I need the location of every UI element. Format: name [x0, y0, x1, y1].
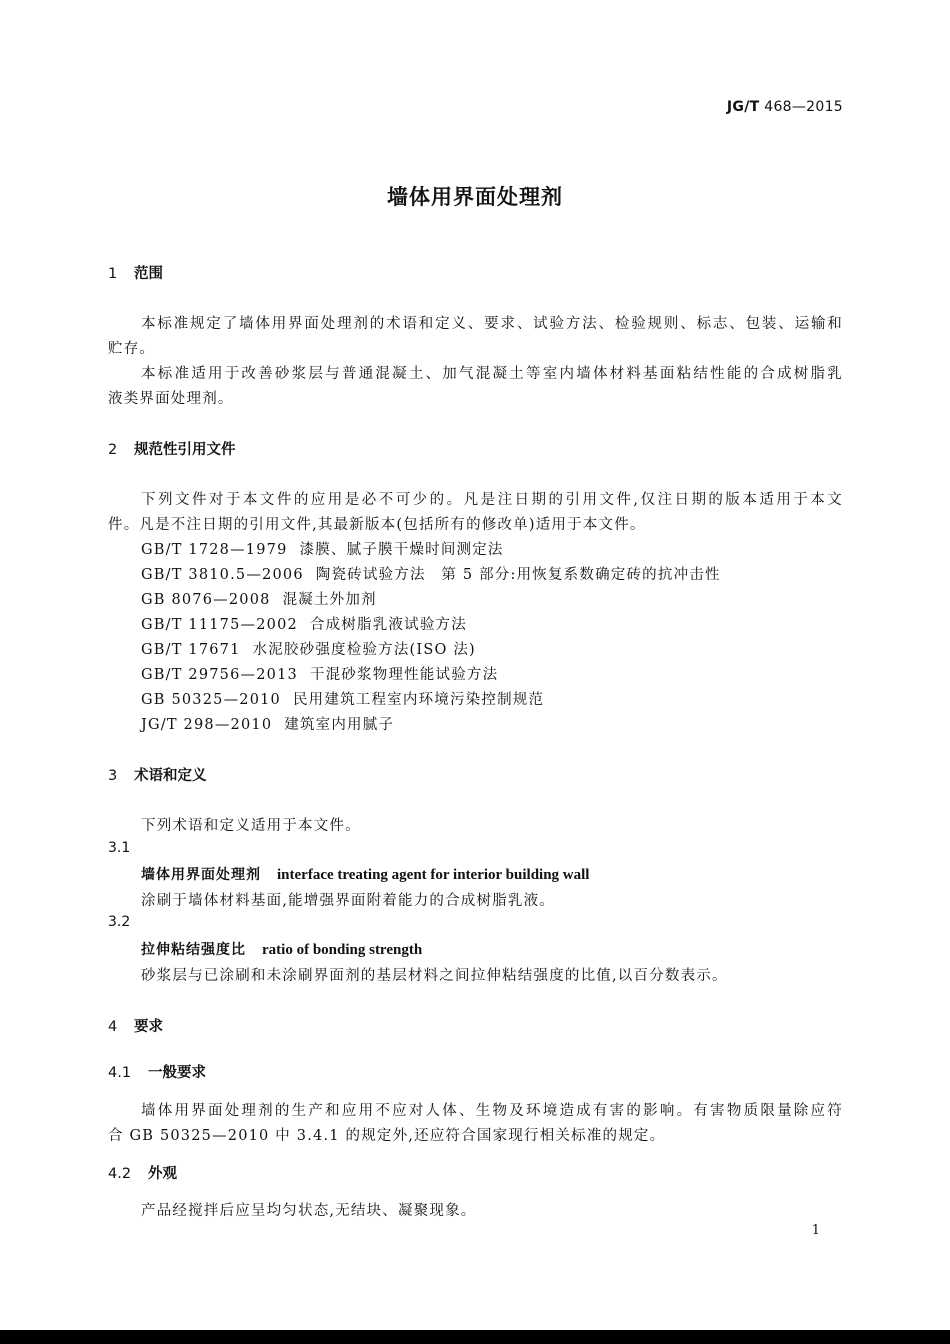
paragraph: 本标准规定了墙体用界面处理剂的术语和定义、要求、试验方法、检验规则、标志、包装、运输和	[141, 316, 843, 332]
doc-prefix: JG/T	[726, 99, 760, 115]
clause-number: 3.1	[108, 840, 131, 856]
section-title: 术语和定义	[134, 768, 207, 784]
reference-code: GB 50325—2010	[141, 692, 281, 708]
reference-code: GB/T 11175—2002	[141, 617, 298, 633]
section-title: 规范性引用文件	[134, 442, 236, 458]
paragraph: 合 GB 50325—2010 中 3.4.1 的规定外,还应符合国家现行相关标准的规定。	[108, 1128, 666, 1144]
section-1-heading	[108, 262, 163, 283]
paragraph: 本标准适用于改善砂浆层与普通混凝土、加气混凝土等室内墙体材料基面粘结性能的合成树脂乳	[141, 366, 843, 382]
section-3-heading	[108, 764, 207, 785]
term-entry	[141, 939, 422, 959]
term-chinese: 墙体用界面处理剂	[141, 867, 261, 883]
reference-title: 干混砂浆物理性能试验方法	[309, 667, 499, 683]
subsection-4-1-heading	[108, 1061, 206, 1082]
doc-number: 468—2015	[764, 99, 843, 115]
reference-title: 陶瓷砖试验方法 第 5 部分:用恢复系数确定砖的抗冲击性	[315, 567, 721, 583]
section-title: 范围	[134, 266, 163, 282]
page-number: 1	[811, 1223, 820, 1238]
clause-number: 3.2	[108, 914, 131, 930]
reference-title: 水泥胶砂强度检验方法(ISO 法)	[252, 642, 476, 658]
reference-code: JG/T 298—2010	[141, 717, 273, 733]
bottom-edge-bar	[0, 1330, 950, 1344]
reference-code: GB/T 3810.5—2006	[141, 567, 304, 583]
section-2-heading	[108, 438, 236, 459]
reference-item	[141, 613, 467, 634]
reference-item	[141, 638, 476, 659]
section-title: 要求	[134, 1019, 163, 1035]
reference-title: 建筑室内用腻子	[284, 717, 395, 733]
section-number: 4	[108, 1019, 118, 1035]
section-number: 1	[108, 266, 118, 282]
subsection-4-2-heading	[108, 1162, 177, 1183]
paragraph: 液类界面处理剂。	[108, 391, 234, 407]
reference-item	[141, 663, 498, 684]
paragraph: 下列术语和定义适用于本文件。	[141, 818, 361, 834]
reference-item	[141, 588, 377, 609]
section-4-heading	[108, 1015, 163, 1036]
section-number: 2	[108, 442, 118, 458]
reference-item	[141, 538, 504, 559]
subsection-number: 4.1	[108, 1065, 132, 1081]
reference-code: GB/T 17671	[141, 642, 241, 658]
subsection-number: 4.2	[108, 1166, 132, 1182]
paragraph: 贮存。	[108, 341, 156, 357]
reference-item	[141, 563, 721, 584]
document-title: 墙体用界面处理剂	[387, 185, 563, 209]
section-number: 3	[108, 768, 118, 784]
paragraph: 件。凡是不注日期的引用文件,其最新版本(包括所有的修改单)适用于本文件。	[108, 517, 646, 533]
reference-title: 混凝土外加剂	[282, 592, 377, 608]
term-definition: 涂刷于墙体材料基面,能增强界面附着能力的合成树脂乳液。	[141, 893, 556, 909]
subsection-title: 一般要求	[148, 1065, 206, 1081]
paragraph: 下列文件对于本文件的应用是必不可少的。凡是注日期的引用文件,仅注日期的版本适用于本文	[141, 492, 843, 508]
paragraph: 产品经搅拌后应呈均匀状态,无结块、凝聚现象。	[141, 1203, 477, 1219]
term-entry	[141, 864, 589, 884]
reference-code: GB/T 29756—2013	[141, 667, 298, 683]
reference-title: 民用建筑工程室内环境污染控制规范	[292, 692, 545, 708]
reference-code: GB 8076—2008	[141, 592, 271, 608]
paragraph: 墙体用界面处理剂的生产和应用不应对人体、生物及环境造成有害的影响。有害物质限量除应符	[141, 1103, 843, 1119]
term-english: interface treating agent for interior building wall	[277, 867, 590, 883]
term-definition: 砂浆层与已涂刷和未涂刷界面剂的基层材料之间拉伸粘结强度的比值,以百分数表示。	[141, 968, 728, 984]
term-chinese: 拉伸粘结强度比	[141, 942, 246, 958]
term-english: ratio of bonding strength	[262, 942, 423, 958]
reference-title: 漆膜、腻子膜干燥时间测定法	[299, 542, 504, 558]
document-number	[727, 99, 843, 115]
subsection-title: 外观	[148, 1166, 177, 1182]
reference-item	[141, 713, 394, 734]
reference-title: 合成树脂乳液试验方法	[309, 617, 467, 633]
reference-code: GB/T 1728—1979	[141, 542, 288, 558]
reference-item	[141, 688, 544, 709]
